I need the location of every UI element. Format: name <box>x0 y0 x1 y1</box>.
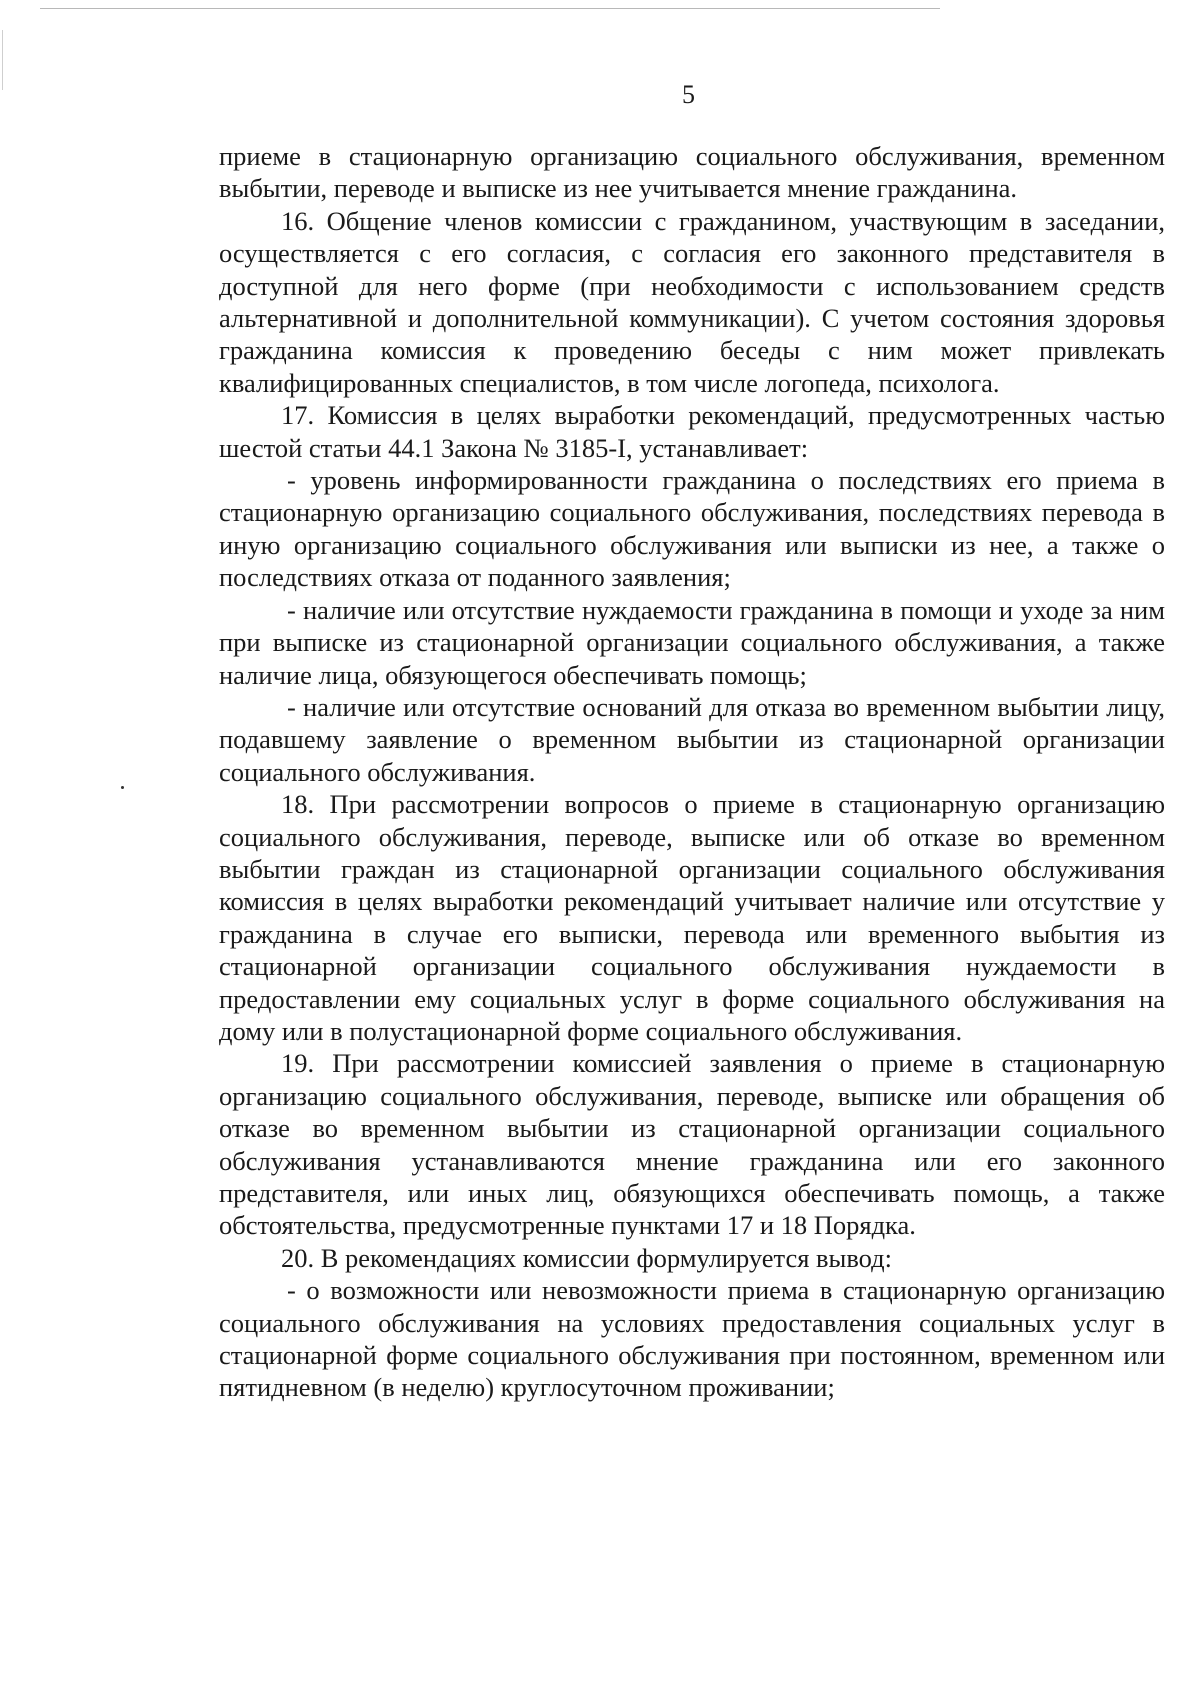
list-item-refusal-grounds: - наличие или отсутствие оснований для отказа во временном выбытии лицу, подавшему заявление о временном выбытии из стационарной организации социального обслуживания. <box>219 691 1165 787</box>
list-item-admission-possibility: - о возможности или невозможности приема в стационарную организацию социального обслуживания на условиях предоставления социальных услуг в стационарной форме социального обслуживания при постоянном, временном или пятидневном (в неделю) круглосуточном проживании; <box>219 1275 1165 1403</box>
scan-speck <box>121 786 124 789</box>
list-item-informedness: - уровень информированности гражданина о последствиях его приема в стационарную организацию социального обслуживания, последствиях перевода в иную организацию социального обслуживания или выписки из нее, а также о последствиях отказа от поданного заявления; <box>219 465 1165 593</box>
paragraph-item-19: 19. При рассмотрении комиссией заявления о приеме в стационарную организацию социального обслуживания, переводе, выписке или обращения об отказе во временном выбытии из стационарной организации социального обслуживания устанавливаются мнение гражданина или его законного представителя, или иных лиц, обязующихся обеспечивать помощь, а также обстоятельства, предусмотренные пунктами 17 и 18 Порядка. <box>219 1048 1165 1241</box>
list-item-need-for-care: - наличие или отсутствие нуждаемости гражданина в помощи и уходе за ним при выписке из стационарной организации социального обслуживания, а также наличие лица, обязующегося обеспечивать помощь; <box>219 594 1165 690</box>
page-number: 5 <box>682 80 695 109</box>
scan-edge-top <box>40 8 940 9</box>
paragraph-item-20: 20. В рекомендациях комиссии формулируется вывод: <box>281 1242 893 1273</box>
paragraph-item-17: 17. Комиссия в целях выработки рекомендаций, предусмотренных частью шестой статьи 44.1 Закона № 3185-I, устанавливает: <box>219 400 1165 463</box>
document-body <box>219 140 1165 1404</box>
paragraph-continuation: приеме в стационарную организацию социального обслуживания, временном выбытии, переводе и выписке из нее учитывается мнение гражданина. <box>219 141 1165 204</box>
paragraph-item-16: 16. Общение членов комиссии с гражданином, участвующим в заседании, осуществляется с его согласия, с согласия его законного представителя в доступной для него форме (при необходимости с использованием средств альтернативной и дополнительной коммуникации). С учетом состояния здоровья гражданина комиссия к проведению беседы с ним может привлекать квалифицированных специалистов, в том числе логопеда, психолога. <box>219 205 1165 398</box>
paragraph-item-18: 18. При рассмотрении вопросов о приеме в стационарную организацию социального обслуживания, переводе, выписке или об отказе во временном выбытии граждан из стационарной организации социального обслуживания комиссия в целях выработки рекомендаций учитывает наличие или отсутствие у гражданина в случае его выписки, перевода или временного выбытия из стационарной организации социального обслуживания нуждаемости в предоставлении ему социальных услуг в форме социального обслуживания на дому или в полустационарной форме социального обслуживания. <box>219 789 1165 1046</box>
